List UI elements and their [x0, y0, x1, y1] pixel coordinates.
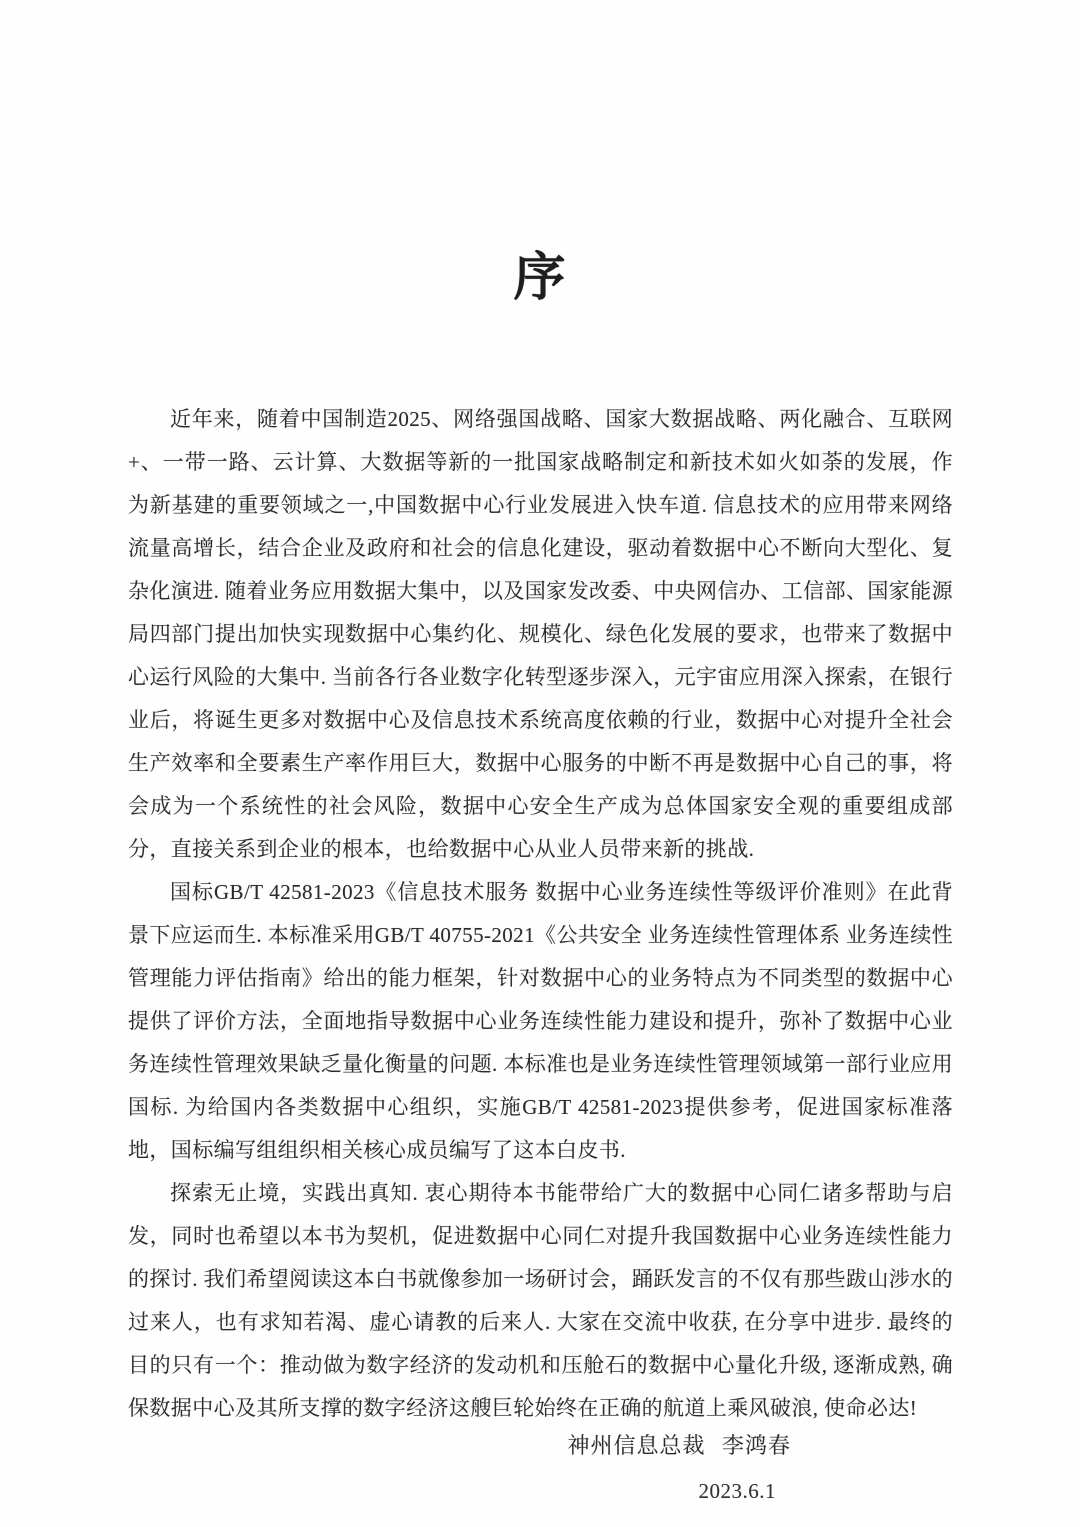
- paragraph-1: 近年来，随着中国制造2025、网络强国战略、国家大数据战略、两化融合、互联网+、一带一路、云计算、大数据等新的一批国家战略制定和新技术如火如荼的发展，作为新基建的重要领域之一,中国数据中心行业发展进入快车道. 信息技术的应用带来网络流量高增长，结合企业及政府和社会的信息化建设，驱动着数据中心不断向大型化、复杂化演进. 随着业务应用数据大集中，以及国家发改委、中央网信办、工信部、国家能源局四部门提出加快实现数据中心集约化、规模化、绿色化发展的要求，也带来了数据中心运行风险的大集中. 当前各行各业数字化转型逐步深入，元宇宙应用深入探索，在银行业后，将诞生更多对数据中心及信息技术系统高度依赖的行业，数据中心对提升全社会生产效率和全要素生产率作用巨大，数据中心服务的中断不再是数据中心自己的事，将会成为一个系统性的社会风险，数据中心安全生产成为总体国家安全观的重要组成部分，直接关系到企业的根本，也给数据中心从业人员带来新的挑战.: [128, 407, 953, 861]
- page-title: 序: [513, 250, 568, 307]
- preface-body: [128, 398, 953, 1430]
- signature: 神州信息总裁 李鸿春: [567, 1433, 791, 1458]
- paragraph-2: 国标GB/T 42581-2023《信息技术服务 数据中心业务连续性等级评价准则》在此背景下应运而生. 本标准采用GB/T 40755-2021《公共安全 业务连续性管理体系 业务连续性管理能力评估指南》给出的能力框架，针对数据中心的业务特点为不同类型的数据中心提供了评价方法，全面地指导数据中心业务连续性能力建设和提升，弥补了数据中心业务连续性管理效果缺乏量化衡量的问题. 本标准也是业务连续性管理领域第一部行业应用国标. 为给国内各类数据中心组织，实施GB/T 42581-2023提供参考，促进国家标准落地，国标编写组组织相关核心成员编写了这本白皮书.: [128, 880, 953, 1162]
- date: 2023.6.1: [698, 1479, 776, 1503]
- paragraph-3: 探索无止境，实践出真知. 衷心期待本书能带给广大的数据中心同仁诸多帮助与启发，同时也希望以本书为契机，促进数据中心同仁对提升我国数据中心业务连续性能力的探讨. 我们希望阅读这本白书就像参加一场研讨会，踊跃发言的不仅有那些跋山涉水的过来人，也有求知若渴、虚心请教的后来人. 大家在交流中收获, 在分享中进步. 最终的目的只有一个：推动做为数字经济的发动机和压舱石的数据中心量化升级, 逐渐成熟, 确保数据中心及其所支撑的数字经济这艘巨轮始终在正确的航道上乘风破浪, 使命必达!: [128, 1181, 953, 1420]
